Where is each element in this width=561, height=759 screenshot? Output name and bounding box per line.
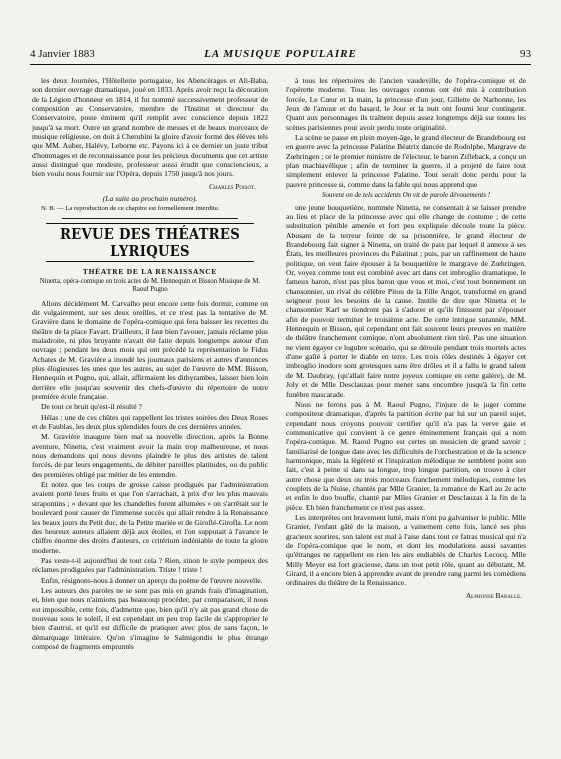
theatre-heading: THÉATRE DE LA RENAISSANCE (82, 266, 218, 276)
left-column (32, 76, 268, 741)
review-paragraph: Nous ne ferons pas à M. Raoul Pugno, l'injure de le juger comme compositeur dramatique, d'après la partition écrite par lui sur un pareil sujet, cependant nous croyons pouvoir certifier qu'il n'a pas la verve gaie et communicative qui convient à ce genre éminemment français qui a nom l'opéra-comique. M. Raoul Pugno est certes un musicien de grand savoir ; familiarisé de longue date avec les difficultés de l'orchestration et de la science harmonique, mais la légèreté et l'inspiration mélodique ne semblent point son fait, c'est à peine si dans sa longue, trop longue partition, on trouve à citer autre chose que deux ou trois morceaux franchement mélodiques, comme les couplets de la Nuise, chantés par Mlle Granier, la romance de Karl au 2e acte et enfin le duo bouffe, chanté par Mlles Granier et Desclauzas à la fin de la pièce. Eh bien franchement ce n'est pas assez. (286, 399, 526, 512)
review-paragraph: Et notez que les coups de grosse caisse prodigués par l'administration avaient porté leurs fruits et que l'on s'arrachait, à prix d'or les plus mauvais strapontins ; « devant que les chandelles furent allumées » on s'arrêtait sur le boulevard pour causer de l'immense succès qui allait rendre à la Renaissance les beaux jours du Petit duc, de la Petite mariée et de Giroflé-Girofla. Le nom des heureux auteurs allaient déjà aux étoiles, et l'on supputait à l'avance le chiffre énorme des droits d'auteurs, ce critérium indéniable de toute la gloire moderne. (32, 480, 268, 555)
review-paragraph: Enfin, résignons-nous à donner un aperçu du poème de l'œuvre nouvelle. (41, 575, 263, 585)
divider (62, 218, 238, 219)
review-paragraph: La scène se passe en plein moyen-âge, le grand électeur de Brandebourg est en guerre avec la princesse Palatine Béatrix dancée de Rodolphe, Margrave de Zœhringen ; or le premier ministre de l'électeur, le baron Zifleback, a conçu un plan machiavélique ; afin de terminer la guerre, il a projeté de faire tout simplement enlever la princesse Palatine. Tout serait donc perdu pour la pauvre princesse si, comme dans la fable qui nous apprend que (286, 133, 526, 189)
section-title: REVUE DES THÉATRES LYRIQUES (46, 223, 254, 262)
continuation-note: (La suite au prochain numéro). (102, 194, 198, 204)
review-signature: Alphonse Baralle. (465, 590, 522, 600)
quoted-verse: Souvent on de tels accidents On vit de parole dévouements ! (321, 191, 491, 200)
work-credits: Ninetta, opéra-comique en trois actes de M. Hennequin et Bisson Musique de M. Raoul Pugno (39, 278, 261, 294)
review-paragraph: Pas veste-t-il aujourd'hui de tout cela ? Rien, sinon le style pompeux des réclames prodiguées par l'administration. Triste ! triste ! (32, 555, 268, 575)
review-paragraph: Les interprètes ont bravement lutté, mais n'ont pu galvaniser le public. Mlle Granier, l'enfant gâté de la maison, a vainement cette fois, lancé ses plus gracieux sourires, son talent est mal à l'aise dans tout ce fatras musical qui n'a de l'opéra-comique que le nom, et dont les modulations aussi savantes qu'étranges ne rappellent en rien les airs endiablés de Charles Lecocq. Mlle Milly Meyer est fort gracieuse, dans un tout petit rôle, quant au débutant, M. Girard, il a encore bien à apprendre avant de prendre rang parmi les comédiens ordinaires du théâtre de la Renaissance. (286, 512, 526, 588)
page-number: 93 (520, 48, 531, 60)
review-paragraph: De tout ce bruit qu'est-il résulté ? (41, 402, 142, 412)
review-paragraph: une jeune bouquetière, nommée Ninetta, ne consentait à se laisser prendre au lieu et place de la princesse avec qui elle change de costume ; de cette substitution pénible amenée et fort peu expliquée découle toute la pièce. Abusant de la terreur feinte de sa prisonnière, le grand électeur de Brandebourg fait signer à Ninetta, un traité de paix par lequel il annexe à ses États, les meilleures provinces du Palatinat ; puis, par un raffinement de haute politique, on veut faire épouser à la bouquetière le margrave de Zœhringen. Or, voyez comme tout est combiné avec art dans cet imbroglio dramatique, le fameux baron, n'est pas plus baron que vous et moi, c'est tout bonnement un chansonnier, un rival du célèbre Pitou de la Fille Angot, transformé en grand seigneur pour les besoins de la cause. Inutile de dire que Ninetta et le chansonnier Karl se tiendront pas à s'adorer et qu'ils finissent par s'épouser afin de pouvoir terminer le troisième acte. De cette intrigue surannée, MM. Hennequin et Bisson, qui cependant ont fait souvent leurs preuves en matière de théâtre franchement comique, n'ont absolument rien tiré. Pas une situation ne vient égayer ce lugubre scénario, qui se déroule pendant trois mortels actes d'une gaîté à porter le diable en terre. Les trois rôles destinés à égayer cet imbroglio inodore sont grotesques sans être drôles et il a fallu le grand talent de M. Daubray, (qu'allait faire notre joyeux comique en cette galère), de M. Joly et de Mlle Desclauzas pour mener sans encombre jusqu'à la fin cette funèbre mascarade. (286, 202, 526, 399)
review-paragraph: M. Gravière inaugure bien mal sa nouvelle direction, après la Bonne aventure, Ninetta, c'est vraiment avoir la main trop malheureuse, et nous nous demandons qui nous devons plaindre le plus des artistes de talent forcés, de par leurs engagements, de débiter pareilles platitudes, ou du public des premières obligé par métier de les entendre. (32, 432, 268, 479)
issue-date: 4 Janvier 1883 (30, 48, 95, 60)
reproduction-note: N. B. — La reproduction de ce chapitre est formellement interdite. (41, 205, 220, 213)
review-paragraph: à tous les répertoires de l'ancien vaudeville, de l'opéra-comique et de l'opérette moderne. Tous les ouvrages connus ont été mis à contribution forcée, Le Cœur et la main, la princesse d'un jour, Gillette de Narbonne, les Jeux de l'amour et du hasard, le Jour et la nuit ont fourni leur contingent. Quant aux personnages ils traînent depuis assez longtemps déjà sur toutes les scènes parisiennes pour avoir perdu toute originalité. (286, 76, 526, 132)
author-signature: Charles Poisot. (209, 181, 256, 191)
review-paragraph: Les auteurs des paroles ne se sont pas mis en grands frais d'imagination, et, bien que nous n'aimions pas beaucoup procéder, par comparaison, il nous est impossible, cette fois, d'admettre que, bien qu'il n'y ait pas grand chose de nouveau sous le soleil, il est cependant un peu trop facile de s'approprier le bien d'autrui, et qu'il est difficile de pratiquer avec plus de sans façon, le démarquage littéraire. Qu'on s'imagine le Salmigondis le plus étrange composé de fragments empruntés (32, 585, 268, 651)
running-head (30, 46, 531, 65)
review-paragraph: Allons décidément M. Carvalho peut encore cette fois dormir, comme on dit vulgairement, sur ses deux oreilles, et ce n'est pas la tentative de M. Gravière dans le domaine de l'opéra-comique qui fera baisser les recettes du théâtre de la place Favart. D'ailleurs, il faut bien l'avouer, jamais réclame plus maladroite, ni plus bruyante n'avait été faite depuis longtemps autour d'un ouvrage ; pendant les deux mois qui ont précédé la représentation le Fidus Achates de M. Gravière a inondé les journaux parisiens et autres d'annonces plus élogieuses les unes que les autres, au sujet de l'œuvre de MM. Bisson, Hennequin et Pugno, qui, allait, affirmaient les dithyrambes, laisser bien loin derrière elle jusqu'au souvenir des chefs-d'œuvre du répertoire de notre première école française. (32, 298, 268, 402)
journal-title: LA MUSIQUE POPULAIRE (204, 48, 357, 60)
right-column (286, 76, 526, 741)
article-paragraph: les deux Journées, l'Hôtellerie portugaise, les Abencérages et Ali-Baba, son dernier ouvrage dramatique, joué en 1833. Après avoir reçu la décoration de la Légion d'honneur en 1814, il fut nommé successivement professeur de composition au Conservatoire, membre de l'Institut et directeur du Conservatoire, poste éminent qu'il remplit avec conscience depuis 1822 jusqu'à sa mort. Outre un grand nombre de messes et de beaux morceaux de musique religieuse, on doit à Cherubini la gloire d'avoir formé des élèves tels que MM. Auber, Halévy, Leborne etc. Payons ici à ce dernier un juste tribut d'hommages et de reconnaissance pour les précieux documents que cet artiste aussi distingué que modeste, professeur aussi érudit que consciencieux, a bien voulu nous fournir sur l'Opéra, depuis 1750 jusqu'à nos jours. (32, 76, 268, 179)
review-paragraph: Hélas : une de ces chûtes qui rappellent les tristes soirées des Deux Roses et de Faublas, les deux plus splendides fours de ces dernières années. (32, 412, 268, 432)
